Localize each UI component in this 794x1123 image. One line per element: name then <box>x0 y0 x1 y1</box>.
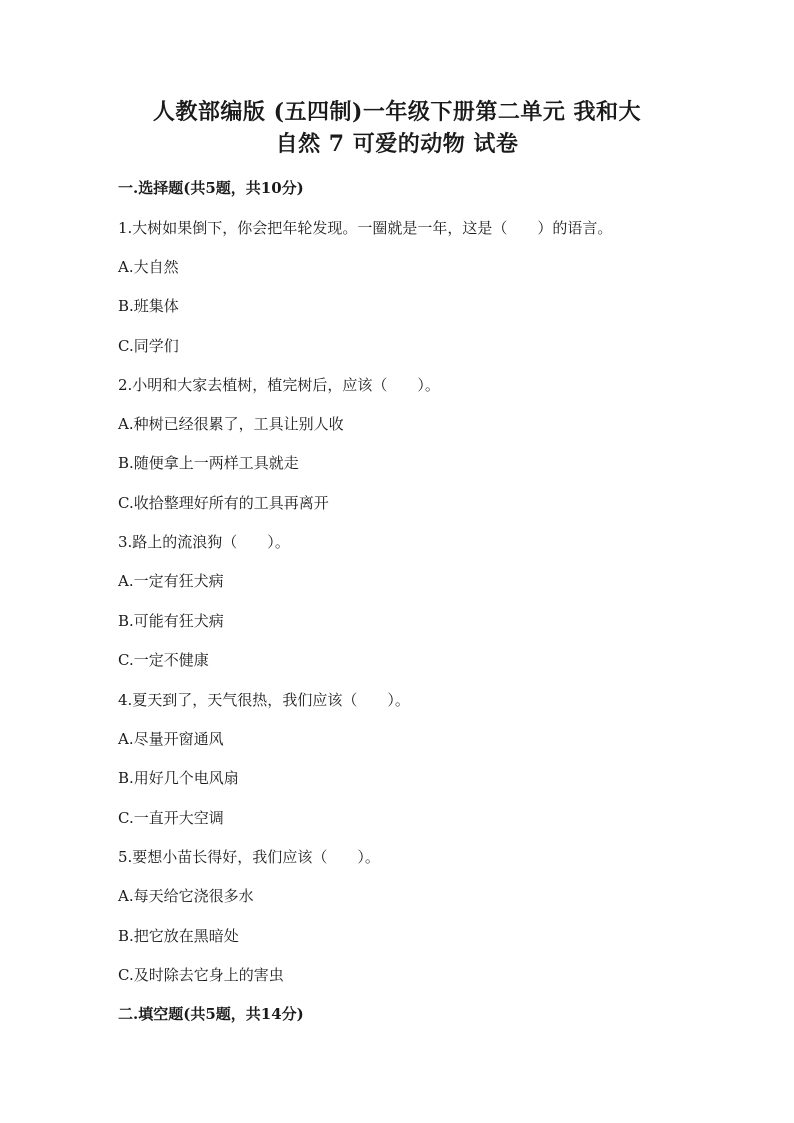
question-4-option-b: B.用好几个电风扇 <box>118 769 239 787</box>
question-2-option-b: B.随便拿上一两样工具就走 <box>118 454 299 472</box>
question-3-option-a: A.一定有狂犬病 <box>118 572 224 590</box>
question-1-option-a: A.大自然 <box>118 258 179 276</box>
question-2-option-c: C.收拾整理好所有的工具再离开 <box>118 494 329 512</box>
question-2-option-a: A.种树已经很累了，工具让别人收 <box>118 415 344 433</box>
question-5-option-a: A.每天给它浇很多水 <box>118 887 254 905</box>
question-1-option-b: B.班集体 <box>118 297 179 315</box>
question-3-option-c: C.一定不健康 <box>118 651 209 669</box>
question-5: 5.要想小苗长得好，我们应该（ ）。 <box>118 848 380 866</box>
question-2: 2.小明和大家去植树，植完树后，应该（ ）。 <box>118 376 440 394</box>
question-1-option-c: C.同学们 <box>118 337 179 355</box>
question-3-option-b: B.可能有狂犬病 <box>118 612 224 630</box>
section-heading-fill-in: 二.填空题(共5题，共14分) <box>118 1005 304 1023</box>
section-heading-choice: 一.选择题(共5题，共10分) <box>118 179 304 197</box>
question-4-option-a: A.尽量开窗通风 <box>118 730 224 748</box>
question-4-option-c: C.一直开大空调 <box>118 809 224 827</box>
exam-title-line-1: 人教部编版 (五四制)一年级下册第二单元 我和大 <box>152 99 642 125</box>
question-4: 4.夏天到了，天气很热，我们应该（ ）。 <box>118 691 410 709</box>
exam-title-line-2: 自然 7 可爱的动物 试卷 <box>275 131 519 157</box>
question-5-option-b: B.把它放在黑暗处 <box>118 927 239 945</box>
question-1: 1.大树如果倒下，你会把年轮发现。一圈就是一年，这是（ ）的语言。 <box>118 219 613 237</box>
question-3: 3.路上的流浪狗（ ）。 <box>118 533 290 551</box>
question-5-option-c: C.及时除去它身上的害虫 <box>118 966 284 984</box>
